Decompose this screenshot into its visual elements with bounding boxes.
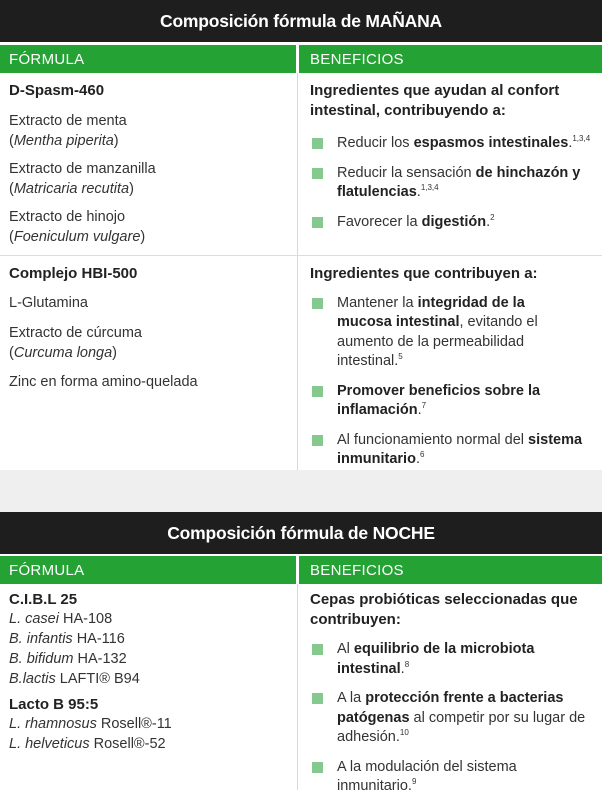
strain-item: L. rhamnosus Rosell®-11 — [9, 716, 172, 732]
list-item: Al equilibrio de la microbiota intestinal.$^8$ — [310, 640, 594, 679]
night-section — [0, 512, 602, 790]
list-item: Promover beneficios sobre la inflamación.$^7$ — [310, 382, 594, 421]
list-item: A la modulación del sistema inmunitario.$^9$ — [310, 758, 594, 790]
list-item: Reducir los espasmos intestinales.$^{1,3,4}$ — [310, 134, 594, 154]
night-column-header — [0, 556, 602, 584]
list-item: A la protección frente a bacterias patógenas al competir por su lugar de adhesión.$^{10}$ — [310, 689, 594, 748]
square-bullet-icon — [312, 386, 323, 397]
formula-column-heading: FÓRMULA — [0, 45, 296, 73]
square-bullet-icon — [312, 298, 323, 309]
probiotic-group-name: C.I.B.L 25 — [9, 591, 78, 608]
square-bullet-icon — [312, 138, 323, 149]
list-item: Mantener la integridad de la mucosa intestinal, evitando el aumento de la permeabilidad intestinal.$^5$ — [310, 294, 594, 372]
table-row — [0, 256, 602, 470]
benefits-column-heading: BENEFICIOS — [299, 556, 602, 584]
ingredient: Extracto de manzanilla (Matricaria recutita) — [9, 161, 156, 197]
list-item: Al funcionamiento normal del sistema inmunitario.$^6$ — [310, 431, 594, 470]
morning-title: Composición fórmula de MAÑANA — [0, 0, 602, 42]
square-bullet-icon — [312, 644, 323, 655]
night-title: Composición fórmula de NOCHE — [0, 512, 602, 554]
strain-item: B. bifidum HA-132 — [9, 651, 127, 667]
square-bullet-icon — [312, 217, 323, 228]
list-item: Reducir la sensación de hinchazón y flatulencias.$^{1,3,4}$ — [310, 164, 594, 203]
table-row — [0, 73, 602, 255]
square-bullet-icon — [312, 435, 323, 446]
formula-cell — [0, 256, 296, 470]
morning-column-header — [0, 45, 602, 73]
benefits-intro: Cepas probióticas seleccionadas que contribuyen: — [310, 591, 578, 628]
formula-name: D-Spasm-460 — [9, 82, 105, 99]
benefits-cell — [299, 584, 602, 790]
benefits-intro: Ingredientes que contribuyen a: — [310, 265, 538, 282]
benefits-intro: Ingredientes que ayudan al confort intestinal, contribuyendo a: — [310, 82, 560, 119]
square-bullet-icon — [312, 168, 323, 179]
list-item: Favorecer la digestión.$^2$ — [310, 213, 594, 233]
strain-item: L. helveticus Rosell®-52 — [9, 736, 166, 752]
strain-item: B. infantis HA-116 — [9, 631, 125, 647]
square-bullet-icon — [312, 693, 323, 704]
section-spacer — [0, 470, 602, 512]
strain-item: B.lactis LAFTI® B94 — [9, 671, 140, 687]
ingredient: Zinc en forma amino-quelada — [9, 374, 198, 390]
formula-cell — [0, 73, 296, 255]
benefits-cell — [299, 256, 602, 470]
ingredient: Extracto de cúrcuma (Curcuma longa) — [9, 325, 142, 361]
benefits-cell — [299, 73, 602, 255]
strain-item: L. casei HA-108 — [9, 611, 113, 627]
benefits-column-heading: BENEFICIOS — [299, 45, 602, 73]
ingredient: L-Glutamina — [9, 295, 88, 311]
ingredient: Extracto de hinojo (Foeniculum vulgare) — [9, 209, 146, 245]
table-row — [0, 584, 602, 790]
square-bullet-icon — [312, 762, 323, 773]
probiotic-group-name: Lacto B 95:5 — [9, 696, 99, 713]
ingredient: Extracto de menta (Mentha piperita) — [9, 113, 127, 149]
formula-name: Complejo HBI-500 — [9, 265, 138, 282]
formula-cell — [0, 584, 296, 790]
formula-column-heading: FÓRMULA — [0, 556, 296, 584]
